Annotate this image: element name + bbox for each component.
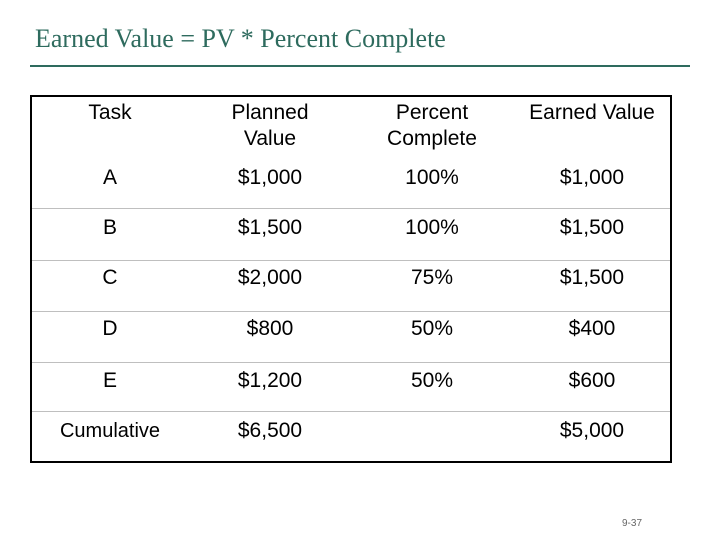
- header-task: Task: [88, 101, 132, 124]
- row-b-task: B: [102, 216, 117, 239]
- row-b-planned-value: $1,500: [237, 216, 303, 239]
- row-d-task: D: [102, 317, 118, 340]
- header-earned-value: Earned Value: [529, 101, 655, 124]
- row-e-planned-value: $1,200: [237, 369, 303, 392]
- row-c-earned-value: $1,500: [559, 266, 625, 289]
- row-d-percent-complete: 50%: [410, 317, 454, 340]
- row-divider: [32, 208, 670, 209]
- row-cumulative-task: Cumulative: [59, 420, 161, 442]
- header-percent-complete: [352, 100, 512, 152]
- row-divider: [32, 260, 670, 261]
- header-percent-complete-line2: Complete: [387, 127, 477, 150]
- row-e-task: E: [102, 369, 117, 392]
- row-divider: [32, 362, 670, 363]
- row-cumulative-earned-value: $5,000: [559, 419, 625, 442]
- slide-title: Earned Value = PV * Percent Complete: [35, 24, 446, 53]
- header-planned-value: [190, 100, 350, 152]
- header-planned-value-line2: Value: [243, 127, 297, 150]
- row-e-percent-complete: 50%: [410, 369, 454, 392]
- row-d-earned-value: $400: [568, 317, 616, 340]
- row-c-planned-value: $2,000: [237, 266, 303, 289]
- row-b-percent-complete: 100%: [405, 216, 459, 239]
- row-d-planned-value: $800: [246, 317, 294, 340]
- title-underline: [30, 65, 690, 67]
- row-a-task: A: [102, 166, 117, 189]
- row-b-earned-value: $1,500: [559, 216, 625, 239]
- row-divider: [32, 311, 670, 312]
- row-c-task: C: [102, 266, 118, 289]
- row-a-planned-value: $1,000: [237, 166, 303, 189]
- header-percent-complete-line1: Percent: [395, 101, 469, 124]
- row-cumulative-planned-value: $6,500: [237, 419, 303, 442]
- row-divider: [32, 411, 670, 412]
- row-a-percent-complete: 100%: [405, 166, 459, 189]
- page-number: 9-37: [622, 518, 643, 529]
- row-e-earned-value: $600: [568, 369, 616, 392]
- row-a-earned-value: $1,000: [559, 166, 625, 189]
- header-planned-value-line1: Planned: [231, 101, 309, 124]
- row-c-percent-complete: 75%: [410, 266, 454, 289]
